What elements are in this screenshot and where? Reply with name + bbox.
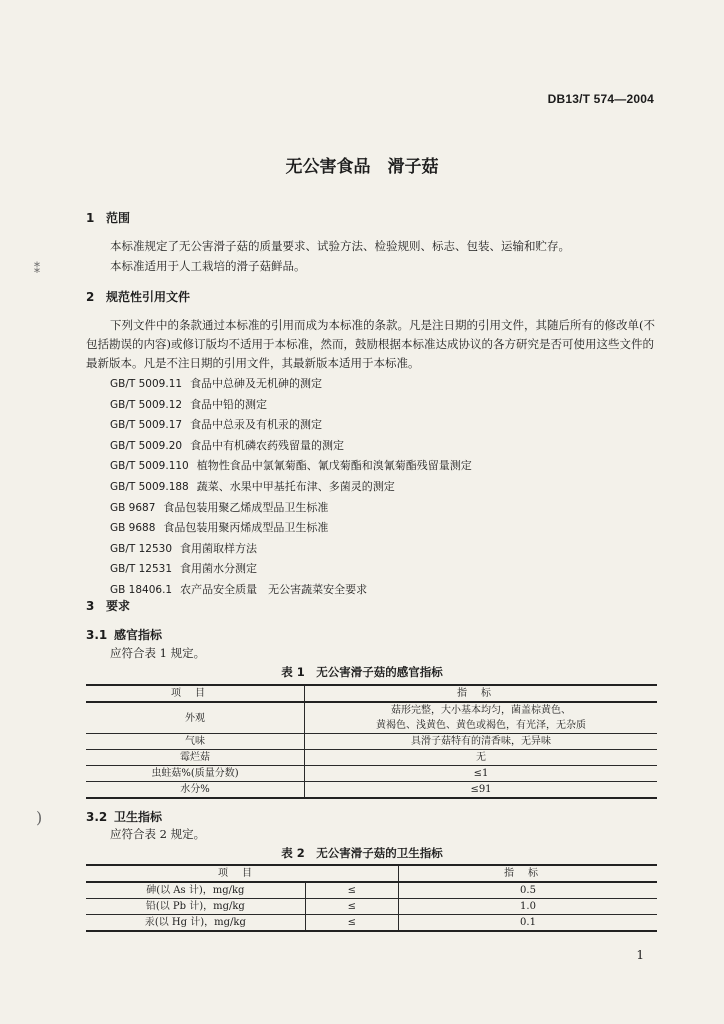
operator-cell: ≤ (305, 915, 398, 932)
value-cell: ≤1 (305, 766, 658, 782)
value-cell (305, 702, 658, 734)
reference-code: GB 18406.1 (110, 583, 173, 596)
reference-title: 食品中有机磷农药残留量的测定 (190, 438, 345, 452)
reference-item (110, 436, 472, 457)
section-number: 3.2 (86, 810, 108, 824)
section-2-intro: 下列文件中的条款通过本标准的引用而成为本标准的条款。凡是注日期的引用文件，其随后所有的修改单(不包括勘误的内容)或修订版均不适用于本标准，然而，鼓励根据本标准达成协议的各方研究是否可使用这些文件的最新版本。凡是不注日期的引用文件，其最新版本适用于本标准。 (86, 318, 655, 370)
reference-code: GB/T 5009.12 (110, 398, 183, 411)
reference-title: 食品包装用聚乙烯成型品卫生标准 (163, 500, 329, 514)
section-number: 2 (86, 290, 95, 304)
reference-title: 食用菌水分测定 (180, 562, 258, 576)
table-2-caption: 表 2 无公害滑子菇的卫生指标 (281, 846, 443, 860)
reference-code: GB/T 12531 (110, 563, 173, 576)
section-title: 要求 (106, 599, 131, 613)
reference-code: GB/T 5009.188 (110, 480, 189, 493)
section-1-paragraph-2: 本标准适用于人工栽培的滑子菇鲜品。 (110, 259, 306, 273)
reference-item (110, 539, 472, 560)
section-number: 1 (86, 211, 95, 225)
item-cell: 铅(以 Pb 计)，mg/kg (86, 899, 305, 915)
reference-item (110, 415, 472, 436)
section-3-2-text: 应符合表 2 规定。 (110, 827, 206, 841)
reference-code: GB/T 5009.20 (110, 439, 183, 452)
section-1-paragraph-1: 本标准规定了无公害滑子菇的质量要求、试验方法、检验规则、标志、包装、运输和贮存。 (110, 239, 570, 253)
value-cell: 无 (305, 750, 658, 766)
reference-item (110, 374, 472, 395)
item-cell: 汞(以 Hg 计)，mg/kg (86, 915, 305, 932)
table-1-sensory-indicators (86, 684, 657, 799)
table-header-cell: 指标 (399, 865, 658, 882)
reference-item (110, 456, 472, 477)
table-row (86, 899, 657, 915)
reference-title: 植物性食品中氯氰菊酯、氰戊菊酯和溴氰菊酯残留量测定 (196, 459, 472, 473)
table-row (86, 750, 657, 766)
reference-code: GB/T 12530 (110, 542, 173, 555)
value-line: 黄褐色、浅黄色、黄色或褐色，有光泽，无杂质 (376, 720, 586, 731)
table-row (86, 782, 657, 799)
table-row (86, 915, 657, 932)
reference-item (110, 395, 472, 416)
reference-title: 食品中铅的测定 (190, 397, 268, 411)
standard-code: DB13/T 574—2004 (547, 92, 654, 106)
table-row (86, 766, 657, 782)
section-3-heading (86, 597, 130, 614)
item-cell: 外观 (86, 702, 305, 734)
table-header-cell: 项目 (86, 685, 305, 702)
table-2-hygiene-indicators (86, 864, 657, 932)
value-cell: 1.0 (399, 899, 658, 915)
item-cell: 水分% (86, 782, 305, 799)
section-title: 规范性引用文件 (106, 290, 191, 304)
section-number: 3 (86, 599, 95, 613)
item-cell: 虫蛀菇%(质量分数) (86, 766, 305, 782)
value-cell: 0.5 (399, 882, 658, 899)
reference-item (110, 498, 472, 519)
section-3-2-heading (86, 808, 162, 825)
value-cell: ≤91 (305, 782, 658, 799)
scan-artifact-mark: ⁑ (34, 262, 40, 276)
item-cell: 霉烂菇 (86, 750, 305, 766)
reference-code: GB/T 5009.17 (110, 419, 183, 432)
reference-code: GB 9687 (110, 501, 156, 514)
value-line: 菇形完整，大小基本均匀，菌盖棕黄色、 (391, 705, 571, 716)
section-number: 3.1 (86, 628, 108, 642)
reference-title: 农产品安全质量 无公害蔬菜安全要求 (180, 582, 368, 596)
section-title: 感官指标 (114, 628, 163, 642)
reference-title: 食品包装用聚丙烯成型品卫生标准 (163, 521, 329, 535)
item-cell: 气味 (86, 734, 305, 750)
page-number: 1 (636, 948, 644, 962)
reference-title: 食用菌取样方法 (180, 541, 258, 555)
reference-code: GB/T 5009.11 (110, 378, 183, 390)
reference-item (110, 580, 472, 601)
reference-code: GB 9688 (110, 522, 156, 535)
section-1-heading (86, 209, 130, 226)
section-2-heading (86, 288, 190, 305)
section-3-1-heading (86, 626, 162, 643)
operator-cell: ≤ (305, 882, 398, 899)
table-1-caption: 表 1 无公害滑子菇的感官指标 (281, 665, 443, 679)
item-cell: 砷(以 As 计)，mg/kg (86, 882, 305, 899)
section-3-1-text: 应符合表 1 规定。 (110, 646, 206, 660)
reference-title: 食品中总砷及无机砷的测定 (190, 377, 323, 390)
reference-title: 蔬菜、水果中甲基托布津、多菌灵的测定 (196, 479, 395, 493)
scan-artifact-mark: ) (36, 808, 43, 827)
reference-title: 食品中总汞及有机汞的测定 (190, 418, 323, 432)
reference-item (110, 518, 472, 539)
reference-item (110, 559, 472, 580)
reference-item (110, 477, 472, 498)
value-cell: 0.1 (399, 915, 658, 932)
table-row (86, 702, 657, 734)
table-header-cell: 项目 (86, 865, 399, 882)
section-title: 范围 (106, 211, 131, 225)
table-row (86, 734, 657, 750)
operator-cell: ≤ (305, 899, 398, 915)
reference-list (110, 374, 472, 601)
table-header-cell: 指标 (305, 685, 658, 702)
document-title: 无公害食品 滑子菇 (285, 157, 439, 177)
section-title: 卫生指标 (114, 810, 163, 824)
reference-code: GB/T 5009.110 (110, 460, 189, 473)
value-cell: 具滑子菇特有的清香味，无异味 (305, 734, 658, 750)
table-row (86, 882, 657, 899)
